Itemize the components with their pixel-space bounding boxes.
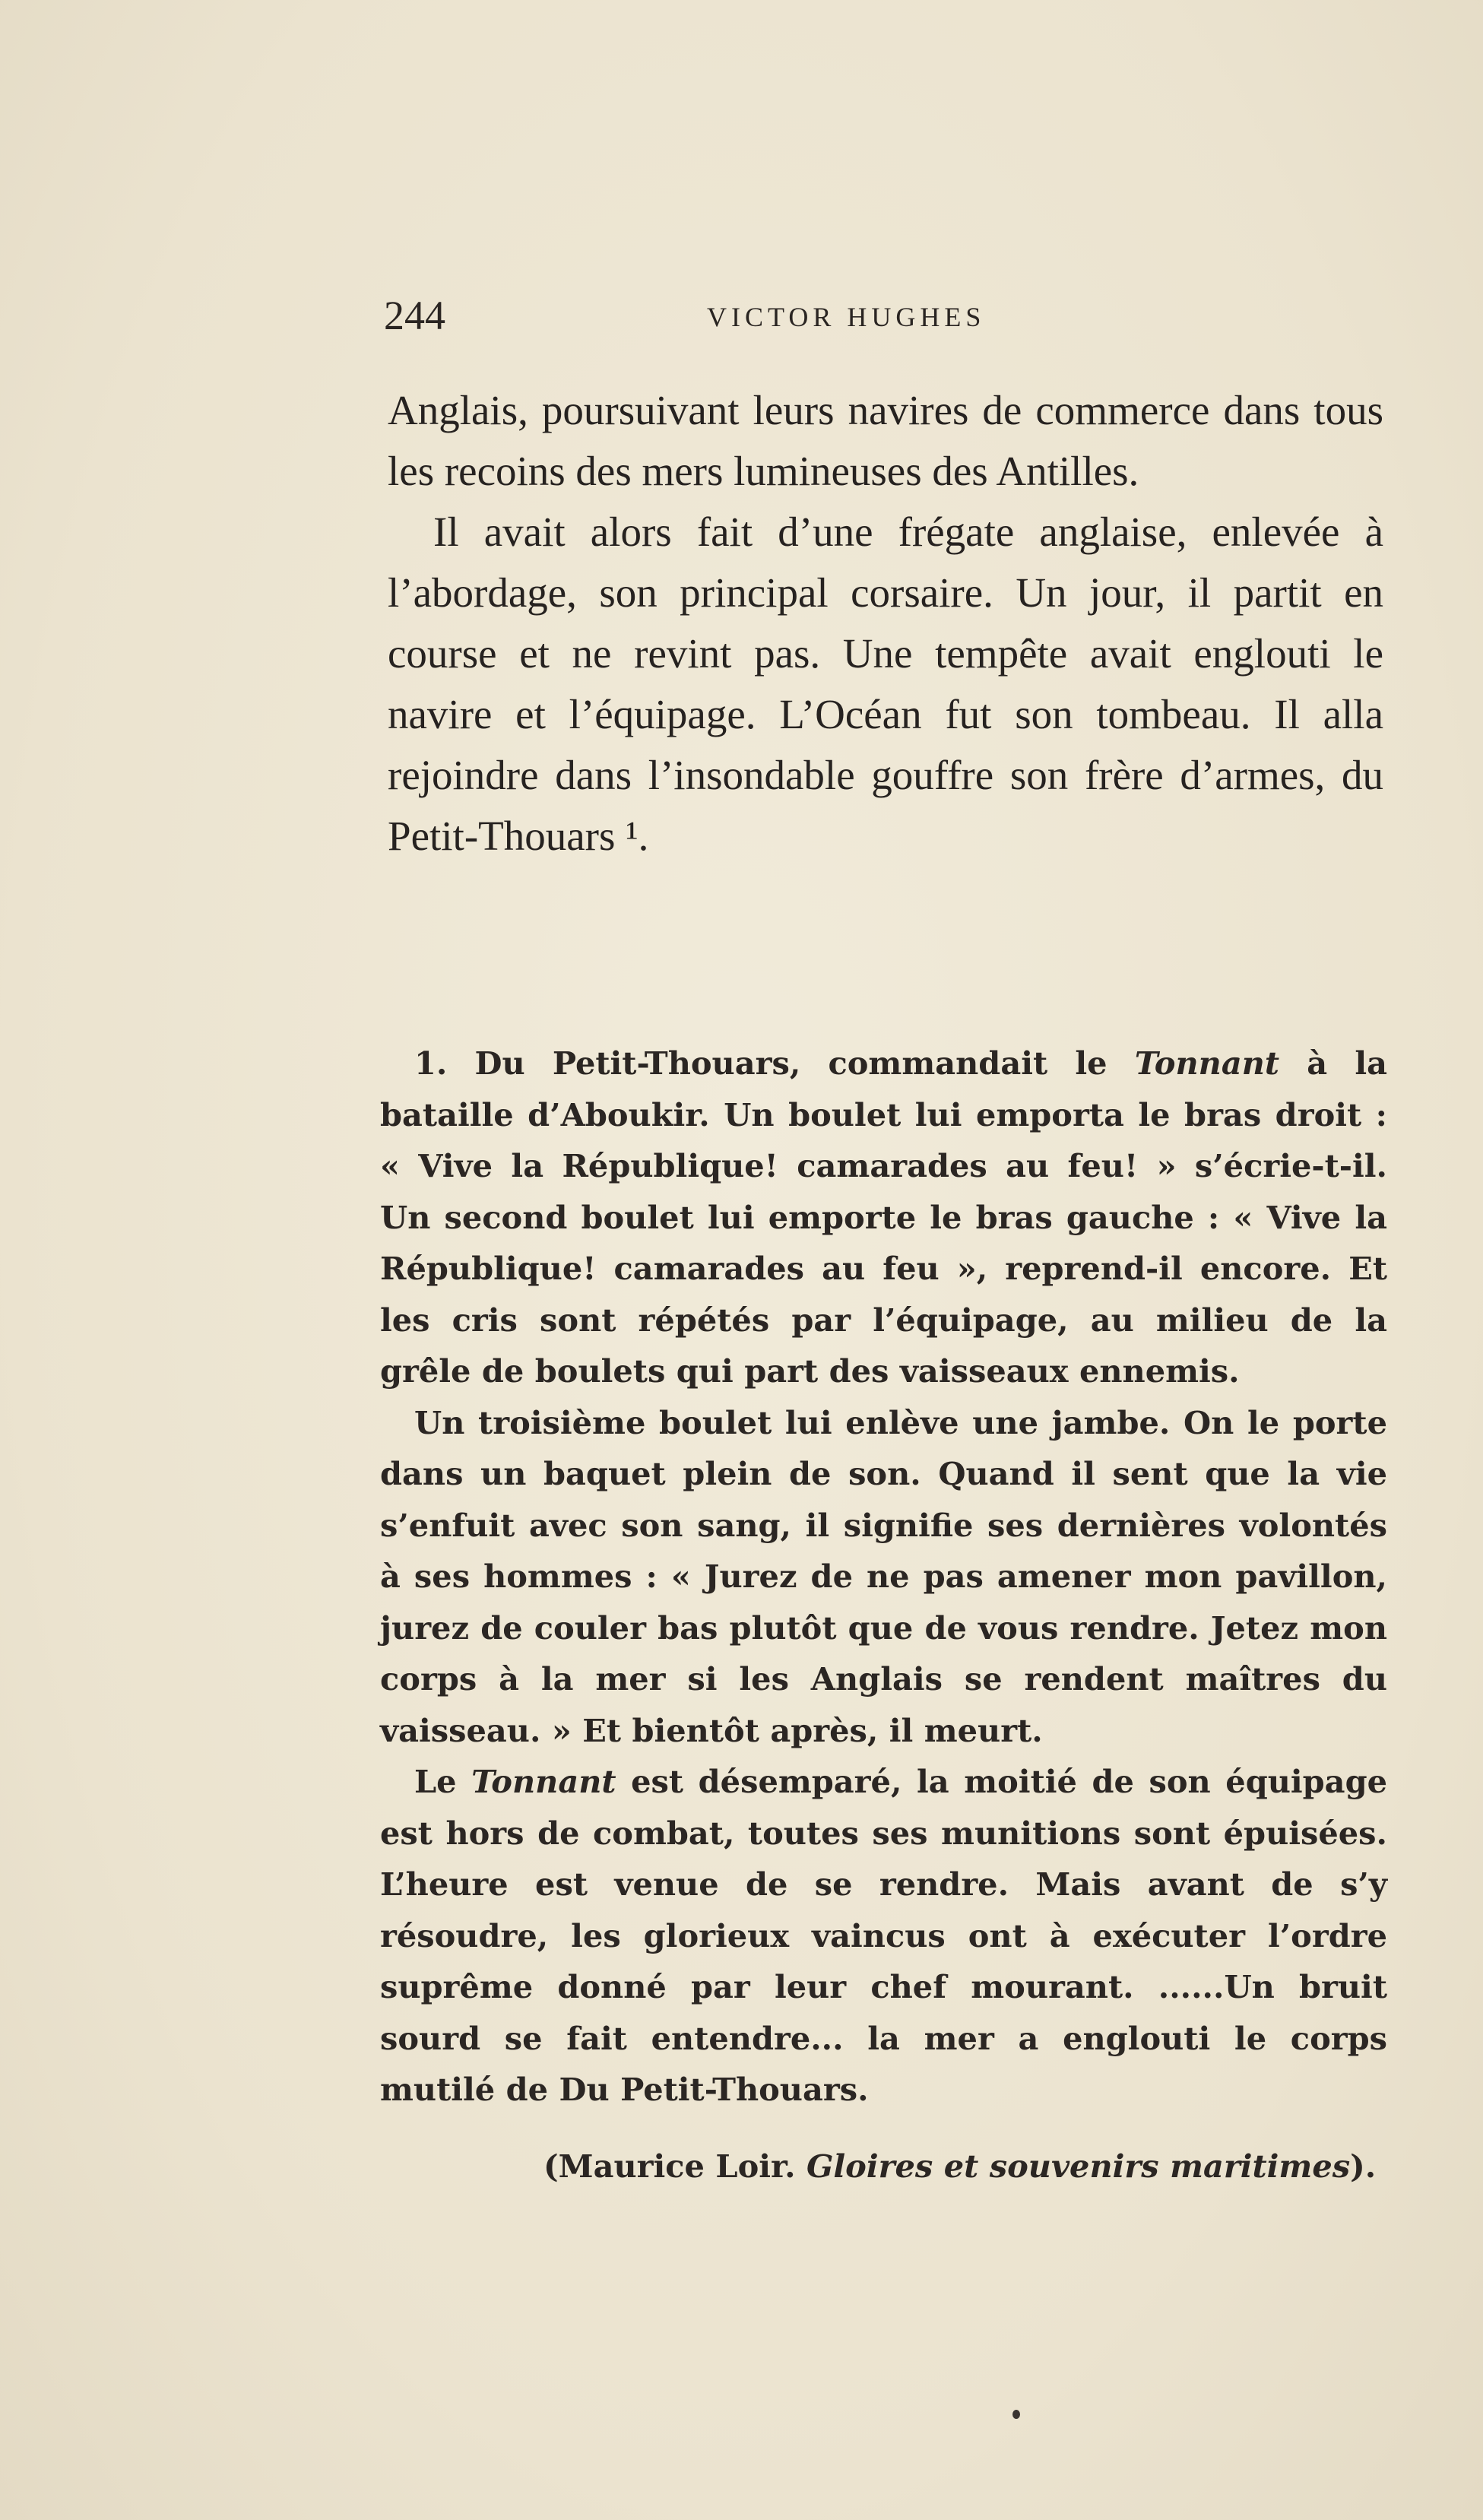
footnote (380, 1038, 1387, 2116)
citation-work-title: Gloires et souvenirs maritimes (806, 2148, 1351, 2185)
footnote-text: à la bataille d’Aboukir. Un boulet lui emporta le bras droit : « Vive la République! camarades au feu! » s’écrie-t-il. Un second boulet lui emporte le bras gauche : « Vive la République! camarades au feu », reprend-il encore. Et les cris sont répétés par l’équipage, au milieu de la grêle de boulets qui part des vaisseaux ennemis. (380, 1044, 1387, 1390)
ship-name: Tonnant (471, 1763, 616, 1800)
page-number: 244 (384, 293, 445, 338)
ink-speck (1012, 2410, 1020, 2419)
paragraph-continuation: Anglais, poursuivant leurs navires de commerce dans tous les recoins des mers lumineuses des Antilles. (388, 387, 1383, 494)
footnote-text: est désemparé, la moitié de son équipage est hors de combat, toutes ses munitions sont épuisées. L’heure est venue de se rendre. Mais avant de s’y résoudre, les glorieux vaincus ont à exécuter l’ordre suprême donné par leur chef mourant. ......Un bruit sourd se fait entendre... la mer a englouti le corps mutilé de Du Petit-Thouars. (380, 1763, 1387, 2108)
footnote-text: 1. Du Petit-Thouars, commandait le (414, 1044, 1135, 1082)
footnote-paragraph (380, 1756, 1387, 2116)
running-title: VICTOR HUGHES (707, 302, 986, 332)
paragraph: Il avait alors fait d’une frégate anglaise, enlevée à l’abordage, son principal corsaire. Un jour, il partit en course et ne revint pas. Une tempête avait englouti le navire et l’équipage. L’Océan fut son tombeau. Il alla rejoindre dans l’insondable gouffre son frère d’armes, du Petit-Thouars ¹. (388, 509, 1383, 859)
citation-author: (Maurice Loir. (543, 2148, 806, 2185)
ship-name: Tonnant (1134, 1044, 1280, 1082)
page-header (384, 293, 1387, 338)
footnote-text: Le (414, 1763, 472, 1800)
citation (543, 2144, 1376, 2189)
citation-end: ). (1350, 2148, 1377, 2185)
main-text (388, 380, 1383, 867)
footnote-paragraph: Un troisième boulet lui enlève une jambe. On le porte dans un baquet plein de son. Quand il sent que la vie s’enfuit avec son sang, il signifie ses dernières volontés à ses hommes : « Jurez de ne pas amener mon pavillon, jurez de couler bas plutôt que de vous rendre. Jetez mon corps à la mer si les Anglais se rendent maîtres du vaisseau. » Et bientôt après, il meurt. (380, 1403, 1387, 1749)
footnote-paragraph (380, 1038, 1387, 1397)
